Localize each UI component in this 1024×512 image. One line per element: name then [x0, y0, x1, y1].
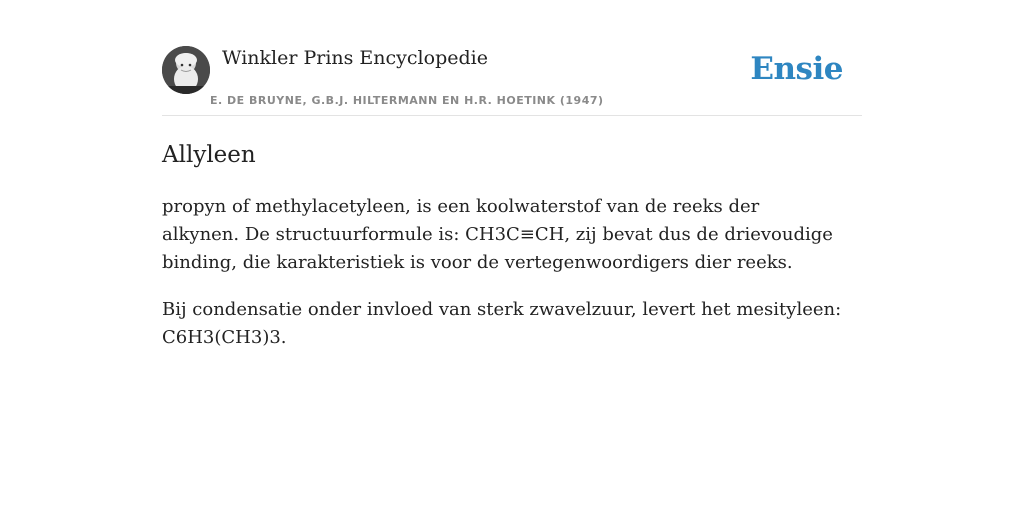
- article-paragraph: Bij condensatie onder invloed van sterk zwavelzuur, levert het mesityleen: C6H3(CH3)3.: [162, 299, 842, 348]
- site-title[interactable]: Winkler Prins Encyclopedie: [222, 47, 488, 69]
- byline: E. DE BRUYNE, G.B.J. HILTERMANN EN H.R. HOETINK (1947): [210, 94, 604, 107]
- portrait-avatar-icon[interactable]: [162, 46, 210, 94]
- page: [162, 0, 862, 352]
- article-paragraph: propyn of methylacetyleen, is een koolwaterstof van de reeks der alkynen. De structuurformule is: CH3C≡CH, zij bevat dus de drievoudige binding, die karakteristiek is voor de vertegenwoordigers dier reeks.: [162, 196, 833, 273]
- ensie-logo[interactable]: Ensie: [750, 51, 843, 87]
- article-title: Allyleen: [162, 142, 256, 168]
- header: [162, 46, 862, 116]
